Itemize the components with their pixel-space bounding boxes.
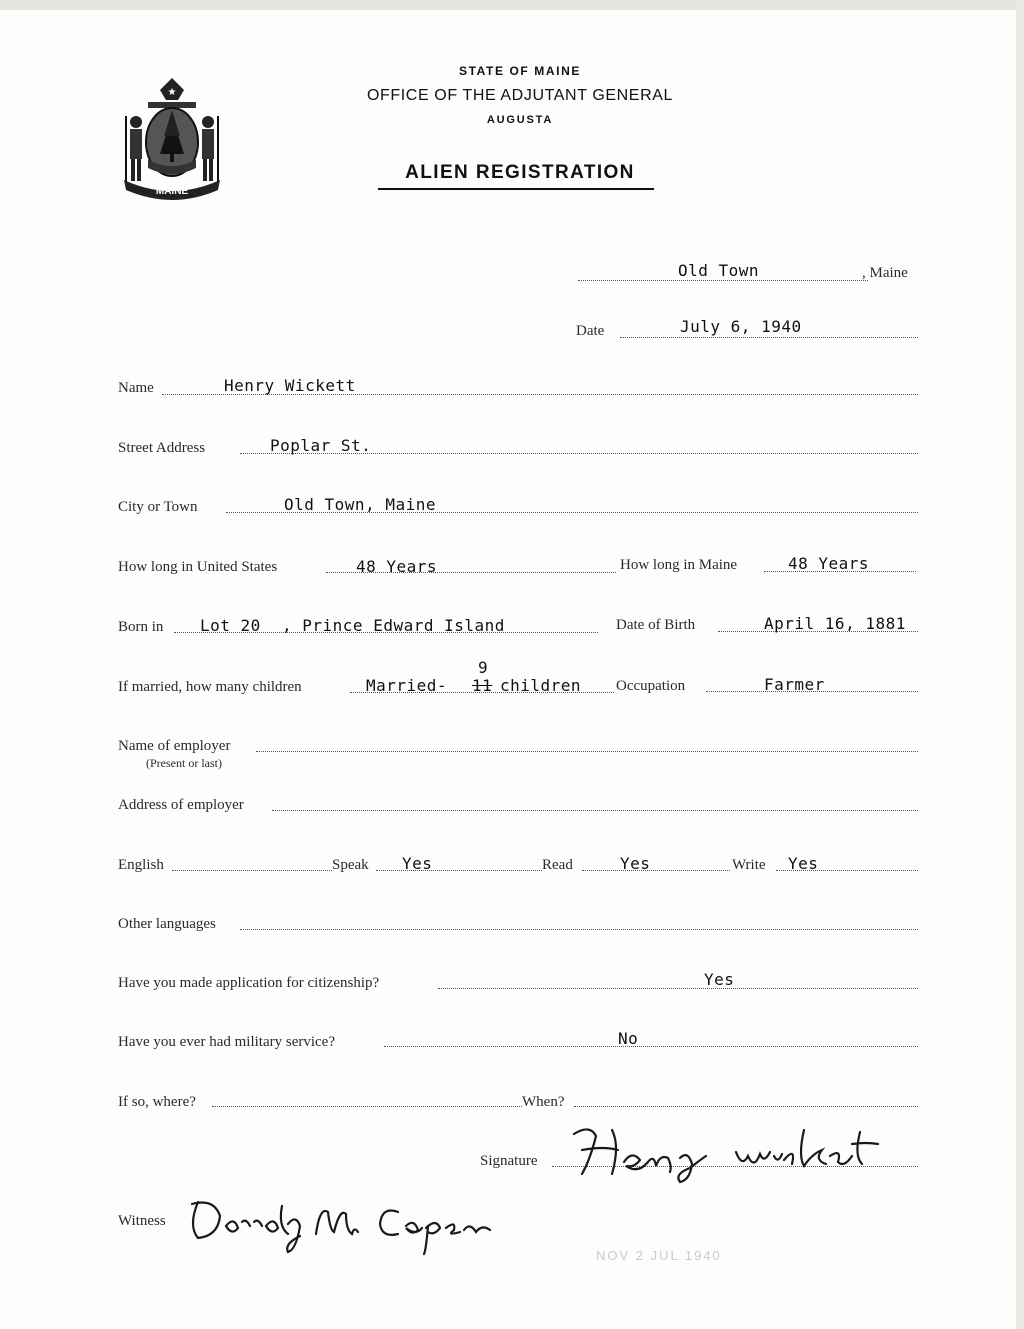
seal-banner-text: MAINE xyxy=(155,186,189,197)
place-value: Old Town xyxy=(678,261,760,280)
citizenship-dots xyxy=(438,988,918,989)
children-label: If married, how many children xyxy=(118,679,302,695)
military-value: No xyxy=(618,1029,639,1048)
signature-label: Signature xyxy=(480,1153,538,1169)
street-label: Street Address xyxy=(118,440,206,456)
write-label: Write xyxy=(732,857,766,873)
read-label: Read xyxy=(542,857,573,873)
occupation-value: Farmer xyxy=(764,675,825,694)
occupation-label: Occupation xyxy=(616,678,686,694)
svg-text:★: ★ xyxy=(167,87,177,98)
citizenship-label: Have you made application for citizenship? xyxy=(118,975,380,991)
read-value: Yes xyxy=(620,854,651,873)
date-dots xyxy=(620,337,918,338)
military-label: Have you ever had military service? xyxy=(118,1034,335,1050)
speak-value: Yes xyxy=(402,854,433,873)
when-label: When? xyxy=(522,1094,565,1110)
employer-sublabel: (Present or last) xyxy=(146,756,222,770)
write-value: Yes xyxy=(788,854,819,873)
us-years-label: How long in United States xyxy=(118,559,278,575)
state-heading: STATE OF MAINE xyxy=(459,64,581,78)
place-dots xyxy=(578,280,868,281)
english-dots-1 xyxy=(172,870,332,871)
born-label: Born in xyxy=(118,619,164,635)
title-underline xyxy=(378,188,654,190)
scan-edge-top xyxy=(0,0,1024,10)
date-value: July 6, 1940 xyxy=(680,317,802,336)
maine-years-label: How long in Maine xyxy=(620,557,738,573)
signature-handwriting xyxy=(560,1116,900,1186)
english-dots-3 xyxy=(582,870,730,871)
other-languages-label: Other languages xyxy=(118,916,216,932)
form-title: ALIEN REGISTRATION xyxy=(405,162,635,183)
witness-label: Witness xyxy=(118,1213,166,1229)
scan-edge-right xyxy=(1016,0,1024,1329)
place-suffix: , Maine xyxy=(862,265,908,281)
name-value: Henry Wickett xyxy=(224,376,356,395)
maine-years-value: 48 Years xyxy=(788,554,870,573)
born-value-lot: Lot 20 xyxy=(200,616,261,635)
children-value-married: Married- xyxy=(366,676,448,695)
employer-address-dots xyxy=(272,810,918,811)
faint-date-stamp: NOV 2 JUL 1940 xyxy=(596,1248,722,1263)
employer-dots xyxy=(256,751,918,752)
other-languages-dots xyxy=(240,929,918,930)
us-years-value: 48 Years xyxy=(356,557,438,576)
english-dots-2 xyxy=(376,870,542,871)
date-label: Date xyxy=(576,323,605,339)
where-label: If so, where? xyxy=(118,1094,196,1110)
witness-handwriting xyxy=(184,1186,504,1256)
street-value: Poplar St. xyxy=(270,436,372,455)
born-value-place: , Prince Edward Island xyxy=(282,616,505,635)
citizenship-value: Yes xyxy=(704,970,735,989)
name-label: Name xyxy=(118,380,154,396)
military-dots xyxy=(384,1046,918,1047)
when-dots xyxy=(574,1106,918,1107)
children-value-struck: 11 xyxy=(472,676,493,695)
city-label: City or Town xyxy=(118,499,198,515)
employer-address-label: Address of employer xyxy=(118,797,244,813)
english-label: English xyxy=(118,857,164,873)
speak-label: Speak xyxy=(332,857,369,873)
dob-label: Date of Birth xyxy=(616,617,696,633)
children-value-children: children xyxy=(500,676,582,695)
employer-label: Name of employer xyxy=(118,738,231,754)
city-value: Old Town, Maine xyxy=(284,495,436,514)
dob-value: April 16, 1881 xyxy=(764,614,906,633)
city-heading: AUGUSTA xyxy=(486,114,554,126)
office-heading: OFFICE OF THE ADJUTANT GENERAL xyxy=(366,87,674,104)
where-dots xyxy=(212,1106,522,1107)
children-value-correction: 9 xyxy=(478,658,489,677)
